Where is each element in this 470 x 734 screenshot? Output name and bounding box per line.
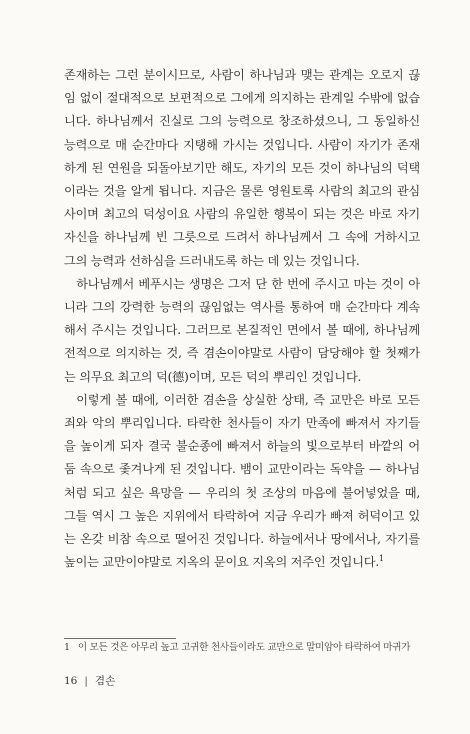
paragraph-3 [64,389,420,575]
footnote-reference[interactable]: 1 [379,554,384,564]
running-footer [64,673,115,688]
page-number: 16 [64,674,78,687]
footnote-number: 1 [64,642,70,653]
paragraph-2: 하나님께서 베푸시는 생명은 그저 단 한 번에 주시고 마는 것이 아니라 그의 강력한 능력의 끊임없는 역사를 통하여 매 순간마다 계속해서 주시는 것입니다. 그러므로 본질적인 면에서 볼 때에, 하나님께 전적으로 의지하는 것, 즉 겸손이야말로 사람이 담당해야 할 첫째가는 의무요 최고의 덕(德)이며, 모든 덕의 뿌리인 것입니다. [64,276,420,384]
footnote [64,641,424,655]
paragraph-3-text: 이렇게 볼 때에, 이러한 겸손을 상실한 상태, 즉 교만은 바로 모든 죄와 악의 뿌리입니다. 타락한 천사들이 자기 만족에 빠져서 자기들을 높이게 되자 결국 불순종에 빠져서 하늘의 빛으로부터 바깥의 어둠 속으로 좇겨나게 된 것입니다. 뱀이 교만이라는 독약을 — 하나님처럼 되고 싶은 욕망을 — 우리의 첫 조상의 마음에 불어넣었을 때, 그들 역시 그 높은 지위에서 타락하여 지금 우리가 빠져 허덕이고 있는 온갖 비참 속으로 떨어진 것입니다. 하늘에서나 땅에서나, 자기를 높이는 교만이야말로 지옥의 문이요 지옥의 저주인 것입니다. [64,392,420,570]
footnote-text: 이 모든 것은 아무리 높고 고귀한 천사들이라도 교만으로 말미암아 타락하여 마귀가 [77,642,411,653]
footnote-divider [64,638,176,639]
footer-separator: | [84,674,88,687]
body-text [64,64,420,574]
chapter-title: 겸손 [94,675,116,687]
paragraph-1: 존재하는 그런 분이시므로, 사람이 하나님과 맺는 관계는 오로지 끊임 없이 절대적으로 보편적으로 그에게 의지하는 관계일 수밖에 없습니다. 하나님께서 진실로 그의 능력으로 창조하셨으니, 그 동일하신 능력으로 매 순간마다 지탱해 가시는 것입니다. 사람이 자기가 존재하게 된 연원을 되돌아보기만 해도, 자기의 모든 것이 하나님의 덕택이라는 것을 알게 됩니다. 지금은 물론 영원토록 사람의 최고의 관심사이며 최고의 덕성이요 사람의 유일한 행복이 되는 것은 바로 자기 자신을 하나님께 빈 그릇으로 드려서 하나님께서 그 속에 거하시고 그의 능력과 선하심을 드러내도록 하는 데 있는 것입니다. [64,68,420,268]
